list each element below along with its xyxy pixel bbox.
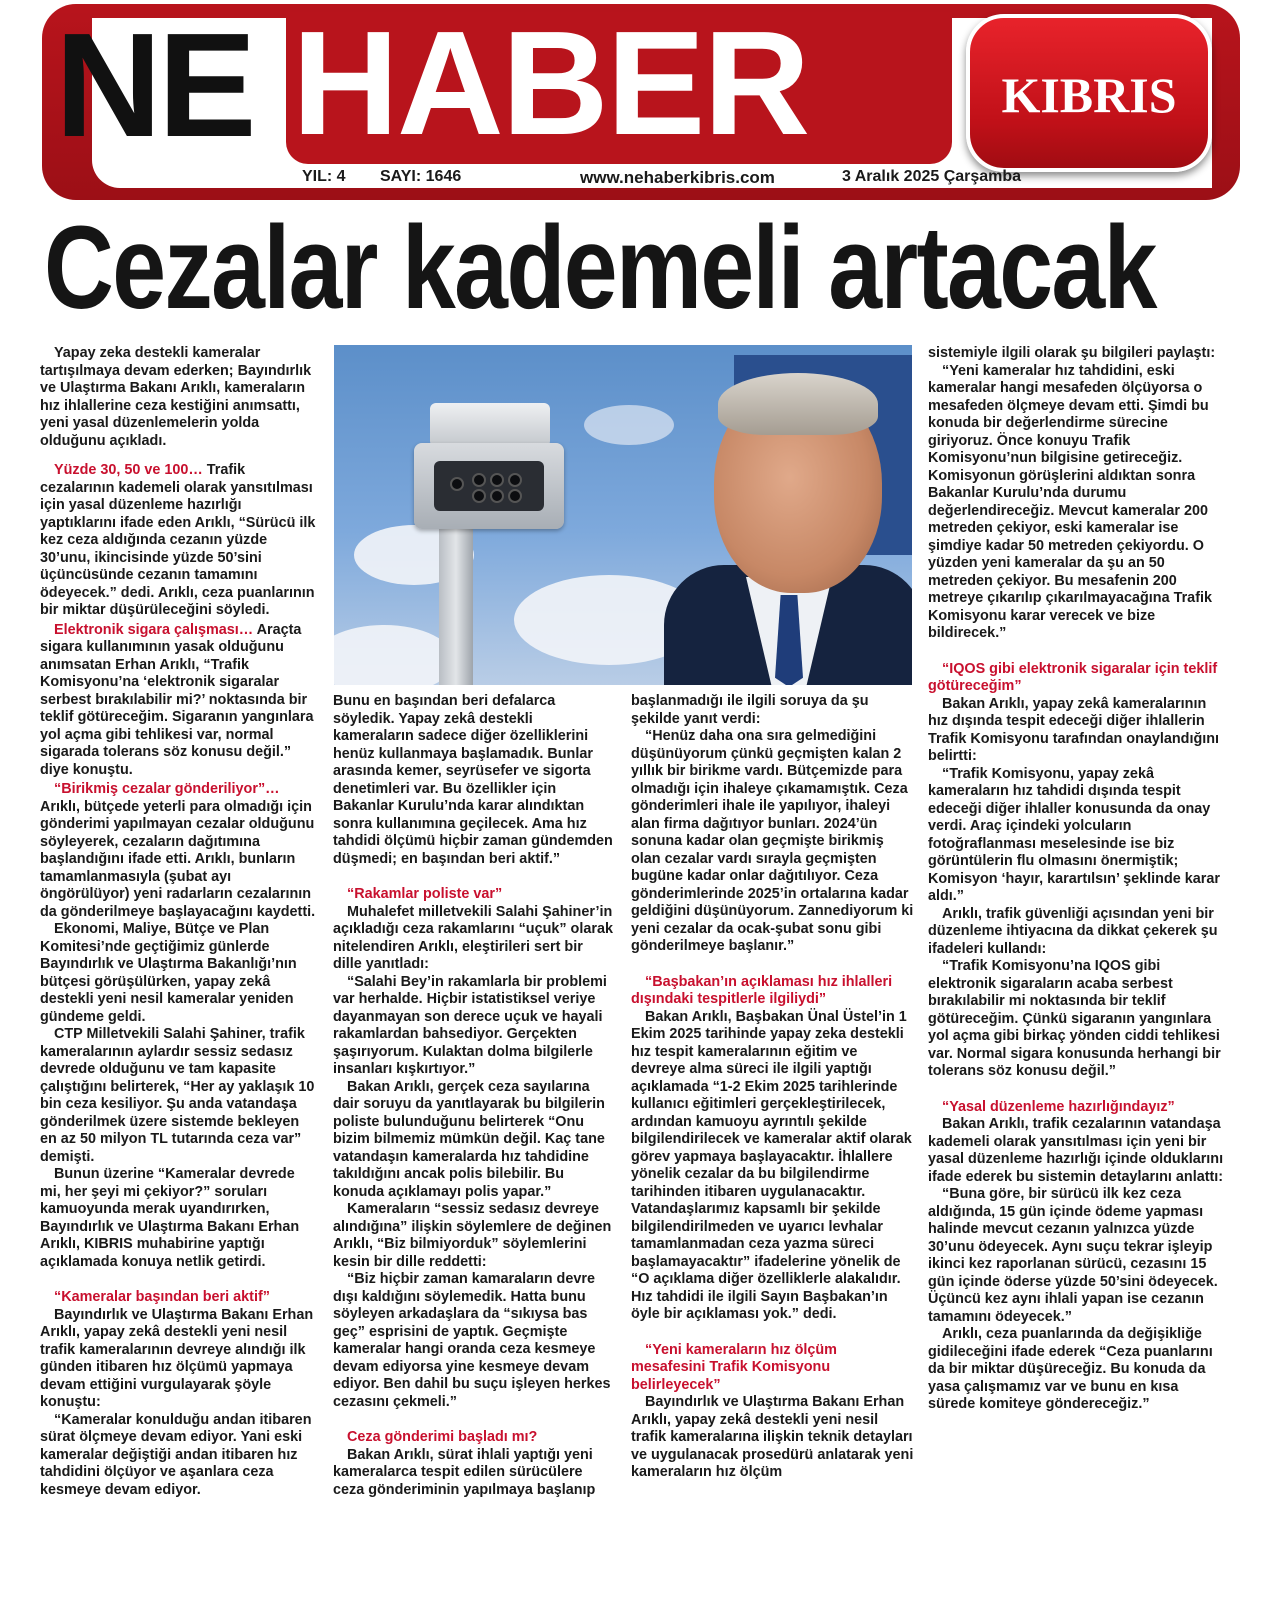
paragraph: Yapay zeka destekli kameralar tartışılmaya devam ederken; Bayındırlık ve Ulaştırma Bakanı Arıklı, kameraların hız ihlallerine ceza kestiğini anımsattı, yeni yasal düzenlemelerin yolda olduğunu açıkladı. <box>40 345 312 449</box>
logo-ne: NE <box>55 3 253 168</box>
logo-haber-box <box>286 1 952 166</box>
paragraph: Muhalefet milletvekili Salahi Şahiner’in açıkladığı ceza rakamlarını “uçuk” olarak nitelendiren Arıklı, eleştirileri sert bir dille yanıtladı: <box>333 903 613 972</box>
paragraph: Arıklı, bütçede yeterli para olmadığı için gönderimi yapılmayan cezalar olduğunu söyleyerek, cezaların dağıtımına başlandığını ifade etti. Arıklı, bunların tamamlanmasıyla (şubat ayı öngörülüyor) yeni radarların cezalarının da gönderilmeye başlayacağını kaydetti. <box>40 798 316 920</box>
article-column-4 <box>928 345 1224 1414</box>
issue-label: SAYI: 1646 <box>380 168 462 185</box>
year-label: YIL: 4 <box>302 168 346 185</box>
paragraph: sistemiyle ilgili olarak şu bilgileri paylaştı: <box>928 345 1216 361</box>
subheading: “Rakamlar poliste var” <box>347 886 503 902</box>
paragraph: “Henüz daha ona sıra gelmediğini düşünüyorum çünkü geçmişten kalan 2 yıllık bir birikme vardı. Bütçemizde para olmadığı için ihaleye çıkamamıştık. Ceza gönderimleri ihale ile yapılıyor, ihaleyi alan firma dağıtıyor bunları. 2024’ün sonuna kadar olan geçmişte birikmiş olan cezalar vardı sırayla geçmişten bugüne kadar onlar dağıtılıyor. Ceza gönderimlerinde 2025’in ortalarına kadar geldiğini düşünüyorum. Zannediyorum ki yeni cezalar da ocak-şubat sonu gibi gönderilmeye başlanır.” <box>631 728 914 954</box>
paragraph: “Trafik Komisyonu, yapay zekâ kameraların hız tahdidi dışında tespit edeceği diğer ihlaller konusunda da onay verdi. Araç içindeki yolcuların fotoğraflanması meselesinde ise biz görüntülerin flu olmasını önermiştik; Komisyon ‘hayır, karartılsın’ şeklinde karar aldı.” <box>928 765 1220 904</box>
paragraph: Arıklı, trafik güvenliği açısından yeni bir düzenleme ihtiyacına da dikkat çekerek şu ifadeleri kullandı: <box>928 905 1218 957</box>
paragraph: Bunun üzerine “Kameralar devrede mi, her şeyi mi çekiyor?” soruları kamuoyunda merak uyandırırken, Bayındırlık ve Ulaştırma Bakanı Erhan Arıklı, KIBRIS muhabirine yaptığı açıklamada konuya netlik getirdi. <box>40 1166 300 1270</box>
article-column-2 <box>333 693 615 1499</box>
paragraph: “Salahi Bey’in rakamlarla bir problemi var herhalde. Hiçbir istatistiksel veriye dayanmayan son derece uçuk ve hayali rakamlardan bahsediyor. Gerçekten şaşırıyorum. Kulaktan dolma bilgilerle insanları kışkırtıyor.” <box>333 973 607 1077</box>
paragraph: başlanmadığı ile ilgili soruya da şu şekilde yanıt verdi: <box>631 693 869 727</box>
paragraph: “Yeni kameralar hız tahdidini, eski kameralar hangi mesafeden ölçüyorsa o mesafeden ölçmeye devam etti. Şimdi bu konuda bir değerlendirme sürecine giriyoruz. Önce konuyu Trafik Komisyonu’nun bilgisine getireceğiz. Komisyonun görüşlerini aldıktan sonra Bakanlar Kurulu’nda durumu değerlendireceğiz. Mevcut kameralar 200 metreden çekiyor, eski kameralar ise şimdiye kadar 50 metreden çekiyordu. O yüzden yeni kameralar da şu an 50 metreden çekiyor. Bu mesafenin 200 metreye çıkarılıp çıkarılmayacağına Trafik Komisyonu karar verecek ve bize bildirecek.” <box>928 362 1212 641</box>
paragraph: “Kameralar konulduğu andan itibaren sürat ölçmeye devam ediyor. Yani eski kameralar değiştiği andan itibaren hız tahdidini ölçüyor ve aşanlara ceza kesmeye devam ediyor. <box>40 1411 312 1498</box>
kibris-badge-text: KIBRIS <box>1001 67 1177 123</box>
headline: Cezalar kademeli artacak <box>44 202 1156 334</box>
kibris-badge <box>966 14 1212 172</box>
paragraph: Bakan Arıklı, sürat ihlali yaptığı yeni kameralarca tespit edilen sürücülere ceza gönderiminin yapılmaya başlanıp <box>333 1446 596 1498</box>
paragraph: Bakan Arıklı, Başbakan Ünal Üstel’in 1 Ekim 2025 tarihinde yapay zeka destekli hız tespit kameralarının eğitim ve devreye alma süreci ile ilgili yaptığı açıklamada “1-2 Ekim 2025 tarihlerinde kullanıcı eğitimleri gerçekleştirilecek, ardından kamuoyu ayrıntılı şekilde bilgilendirilecek ve kameralar aktif olarak görev yapmaya başlayacaktır. İhlallere yönelik cezalar da bu bilgilendirme tarihinden itibaren uygulanacaktır. Vatandaşlarımız kapsamlı bir şekilde bilgilendirilmeden ve uyarıcı levhalar tamamlanmadan ceza yazma süreci başlamayacaktır” ifadelerine yönelik de “O açıklama diğer özelliklerle alakalıdır. Hız tahdidi ile ilgili Sayın Başbakan’ın öyle bir açıklaması yok.” dedi. <box>631 1008 912 1322</box>
subheading: Elektronik sigara çalışması… <box>54 621 254 638</box>
subheading: “Kameralar başından beri aktif” <box>54 1289 270 1305</box>
logo-haber-text: HABER <box>292 1 809 166</box>
paragraph: Kameraların “sessiz sedasız devreye alındığına” ilişkin söylemlere de değinen Arıklı, “Biz bilmiyorduk” söylemlerini kesin bir dille reddetti: <box>333 1201 612 1270</box>
article-column-1 <box>40 345 318 1499</box>
subheading: Ceza gönderimi başladı mı? <box>347 1429 538 1445</box>
speed-camera <box>414 443 564 529</box>
subheading: “Başbakan’ın açıklaması hız ihlalleri dışındaki tespitlerle ilgiliydi” <box>631 973 893 1007</box>
subheading: “IQOS gibi elektronik sigaralar için teklif götüreceğim” <box>928 660 1218 694</box>
subheading: “Yasal düzenleme hazırlığındayız” <box>942 1098 1175 1115</box>
paragraph: Bakan Arıklı, yapay zekâ kameralarının hız dışında tespit edeceği diğer ihlallerin Trafik Komisyonu tarafından onaylandığını belirtti: <box>928 695 1220 764</box>
article-column-3 <box>631 693 914 1482</box>
camera-pole <box>439 515 473 685</box>
paragraph: “Biz hiçbir zaman kamaraların devre dışı kaldığını söylemedik. Hatta bunu söyleyen arkadaşlara da “sıkıysa bas geç” esprisini de yaptık. Geçmişte kameralar hangi oranda ceza kesmeye devam ediyorsa yine kesmeye devam ediyor. Ben dahil bu suçu işleyen herkes cezasını çekmeli.” <box>333 1271 611 1410</box>
paragraph: Ekonomi, Maliye, Bütçe ve Plan Komitesi’nde geçtiğimiz günlerde Bayındırlık ve Ulaştırma Bakanlığı’nın bütçesi görüşülürken, yapay zekâ destekli yeni nesil kameralar yeniden gündeme geldi. <box>40 921 297 1025</box>
masthead-infobar <box>294 162 1034 192</box>
paragraph: Bayındırlık ve Ulaştırma Bakanı Erhan Arıklı, yapay zekâ destekli yeni nesil trafik kameralarının devreye alındığı ilk günden itibaren hız ölçümü yapmaya devam ettiğini vurgulayarak şöyle konuştu: <box>40 1306 314 1410</box>
subheading: “Yeni kameraların hız ölçüm mesafesini Trafik Komisyonu belirleyecek” <box>631 1341 837 1393</box>
paragraph: Bayındırlık ve Ulaştırma Bakanı Erhan Arıklı, yapay zekâ destekli yeni nesil trafik kameralarına ilişkin teknik detayları ve uygulanacak prosedürü anlatarak yeni kameraların hız ölçüm <box>631 1394 914 1480</box>
paragraph: Arıklı, ceza puanlarında da değişikliğe gidileceğini ifade ederek “Ceza puanlarını da bir miktar düşüreceğiz. Bu konuda da yasa çalışmamız var ve bunu en kısa sürede komiteye göndereceğiz.” <box>928 1326 1213 1412</box>
paragraph: Bakan Arıklı, gerçek ceza sayılarına dair soruyu da yanıtlayarak bu bilgilerin poliste bulunduğunu belirterek “Onu bizim bilmemiz mümkün değil. Kaç tane vatandaşın kameralarda hız tahdidine takıldığını ancak polis bilebilir. Bu konuda açıklamayı polis yapar.” <box>333 1078 605 1200</box>
paragraph: Yüzde 30, 50 ve 100… Trafik cezalarının kademeli olarak yansıtılması için yasal düzenleme hazırlığı yaptıklarını ifade eden Arıklı, “Sürücü ilk kez ceza aldığında cezanın yüzde 30’unu, ikincisinde yüzde 50’sini üçüncüsünde cezanın tamamını ödeyecek.” dedi. Arıklı, ceza puanlarının bir miktar düşürüleceğini söyledi. <box>40 462 316 618</box>
website-label: www.nehaberkibris.com <box>580 168 775 187</box>
paragraph: Bunu en başından beri defalarca söyledik. Yapay zekâ destekli kameraların sadece diğer özelliklerini henüz kullanmaya başlamadık. Bunlar arasında kemer, seyrüsefer ve sigorta denetimleri var. Bu özellikler için Bakanlar Kurulu’nda karar alındıktan sonra kullanımına geçilecek. Ama hız tahdidi ölçümü hiçbir zaman gündemden düşmedi; en başından beri aktif.” <box>333 693 613 867</box>
paragraph: CTP Milletvekili Salahi Şahiner, trafik kameralarının aylardır sessiz sedasız devrede olduğunu ve tam kapasite çalıştığını belirterek, “Her ay yaklaşık 10 bin ceza kesiliyor. Şu anda vatandaşa gönderilmek üzere sistemde bekleyen en az 50 milyon TL tutarında ceza var” demişti. <box>40 1026 315 1165</box>
paragraph: Elektronik sigara çalışması… Araçta sigara kullanımının yasak olduğunu anımsatan Erhan Arıklı, “Trafik Komisyonu’na ‘elektronik sigaralar serbest bırakılabilir mi?’ noktasında bir teklif götüreceğim. Sigaranın yangınlara yol açma gibi tehlikesi var, normal sigarada tolerans söz konusu değil.” diye konuştu. <box>40 621 314 778</box>
subheading: “Birikmiş cezalar gönderiliyor”… <box>54 781 280 797</box>
paragraph: Bakan Arıklı, trafik cezalarının vatandaşa kademeli olarak yansıtılması için yeni bir yasal düzenleme hazırlığı içinde olduklarını ifade ederek bu sistemin detaylarını anlattı: <box>928 1116 1224 1185</box>
subheading: Yüzde 30, 50 ve 100… <box>54 462 203 478</box>
paragraph: “Trafik Komisyonu’na IQOS gibi elektronik sigaraların acaba serbest bırakılabilir mi noktasında bir teklif götüreceğim. Çünkü sigaranın yangınlara yol açma gibi birkaç yönden ciddi tehlikesi var. Normal sigara konusunda herhangi bir tolerans söz konusu değil.” <box>928 958 1221 1079</box>
date-label: 3 Aralık 2025 Çarşamba <box>842 168 1022 185</box>
paragraph: “Buna göre, bir sürücü ilk kez ceza aldığında, 15 gün içinde ödeme yapması halinde mevcut cezanın yalnızca yüzde 30’unu ödeyecek. Aynı suçu tekrar işleyip ikinci kez raporlanan sürücü, cezasını 15 gün içinde öderse yüzde 50’sini ödeyecek. Üçüncü kez aynı ihlali yapan ise cezanın tamamını ödeyecek.” <box>928 1186 1218 1325</box>
article-photo <box>334 345 912 685</box>
